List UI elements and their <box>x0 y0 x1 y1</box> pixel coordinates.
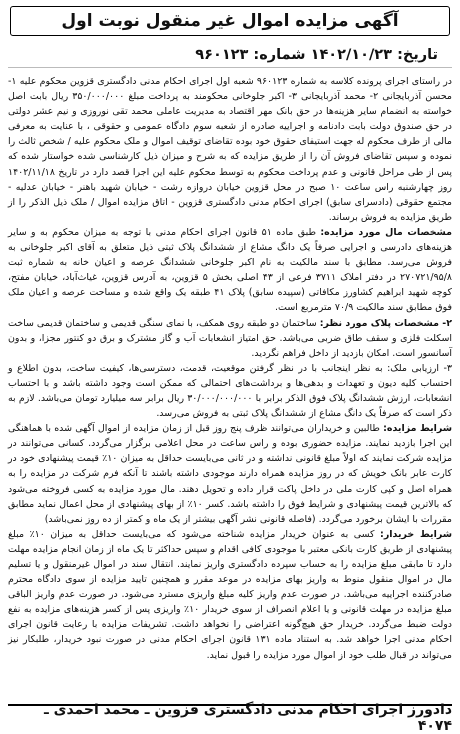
signature-footer: دادورز اجرای احکام مدنی دادگستری قزوین ـ محمد احمدی ـ ۴۰۷۴ <box>8 704 452 730</box>
notice-title: آگهی مزایده اموال غیر منقول نوبت اول <box>10 6 450 36</box>
buyer-conditions-paragraph <box>8 527 452 663</box>
plaque-spec-heading: ۲- مشخصات پلاک مورد نظر: <box>319 317 452 329</box>
auction-conditions-paragraph <box>8 421 452 527</box>
date-number-line: تاریخ: ۱۴۰۲/۱۰/۲۳ شماره: ۹۶۰۱۲۳ <box>8 43 452 68</box>
buyer-conditions-text: کسی به عنوان خریدار مزایده شناخته می‌شود که می‌بایست حداقل به میزان ۱۰٪ مبلغ پیشنهادی از طریق کارت بانکی معتبر با موجودی کافی اقدام و سپس حداکثر تا یک ماه از زمان انجام مزایده مهلت دارد تا مابقی مبلغ مزایده را به حساب سپرده دادگستری واریز نمایند. انتقال سند در اموال غیرمنقول و یا تسلیم مال در اموال منقول منوط به واریز بهای مزایده در موعد مقرر و همچنین تایید مزایده از سوی دادگاه محترم صادرکننده اجراییه می‌باشد. در صورت عدم واریز کلیه مبلغ واریزی مسترد می‌شود. در صورت عدم واریز الباقی مبلغ مزایده در مهلت قانونی و یا اعلام انصراف از سوی خریدار ۱۰٪ واریزی پس از کسر هزینه‌های مزایده به نفع دولت ضبط می‌گردد. خریدار حق هیچ‌گونه اعتراضی را نخواهد داشت. تشریفات مزایده با رعایت قانون اجرای احکام مدنی اجرا خواهد شد. به استناد ماده ۱۳۱ قانون اجرای احکام مدنی در صورت نبود خریدار، طلبکار نیز می‌تواند در قبال طلب خود از اموال مورد مزایده را قبول نماید. <box>8 528 452 661</box>
auction-conditions-text: طالبین و خریداران می‌توانند ظرف پنج روز قبل از زمان مزایده از اموال آگهی شده با هماهنگی این اجرا بازدید نمایند. مزایده حضوری بوده و راس ساعت در محل اعلامی برگزار می‌گردد. کسانی می‌توانند در مزایده شرکت نمایند که اولاً مبلغ قانونی نداشته و در ثانی می‌بایست حداقل به میزان ۱۰٪ قیمت پیشنهادی خود در کارت عابر بانک خویش که در روز مزایده همراه دارند موجودی داشته باشند تا آنکه فرم شرکت در مزایده را به همراه اصل و کپی کارت ملی در داخل پاکت قرار داده و تحویل دهند. مال مورد مزایده به کسی فروخته می‌شود که بالاترین قیمت پیشنهادی و شرایط فوق را داشته باشد. کسر ۱۰٪ از بهای پیشنهادی از محل اعمال نماید مطابق مقررات با ایشان برخورد می‌گردد. (فاصله قانونی نشر آگهی بیشتر از یک ماه و کمتر از ده روز نمی‌باشد) <box>8 423 453 525</box>
plaque-spec-paragraph <box>8 316 452 361</box>
intro-paragraph: در راستای اجرای پرونده کلاسه به شماره ۹۶۰۱۲۳ شعبه اول اجرای احکام مدنی دادگستری قزوین محکوم علیه ۱- محسن آذربایجانی ۲- محمد آذربایجانی ۳- اکبر جلوخانی محکومند به پرداخت مبلغ ۳۵۰/۰۰۰/۰۰۰ ریال بابت اصل خواسته به انضمام سایر هزینه‌ها در حق بانک مهر اقتصاد به مدیریت عاملی محمد تقی نوروزی و نیم عشر دولتی در حق صندوق دولت بابت دادنامه و اجراییه صادره از شعبه سوم دادگاه عمومی و حقوقی ، با عنایت به معرفی مالی از طرف محکوم له جهت استیفای حقوق خود بوده تقاضای توقیف اموال و ملک محکوم علیه / شخص ثالث را نموده و سپس تقاضای فروش آن را از طریق مزایده که به شرح و میزان ذیل کارشناسی شده خواستار شده که پس از طی مراحل قانونی و عدم پرداخت محکوم به توسط محکوم علیه این اجرا قصد دارد در تاریخ ۱۴۰۲/۱۱/۱۸ روز چهارشنبه راس ساعت ۱۰ صبح در محل قزوین خیابان دروازه رشت - خیابان شهید باهنر - خیابان عدلیه - مجتمع حقوقی (دادسرای سابق) اجرای احکام مدنی دادگستری قزوین - اتاق مزایده اموال / ملک ذیل الذکر را از طریق مزایده به فروش برساند. <box>8 76 452 223</box>
buyer-conditions-heading: شرایط خریدار: <box>380 528 452 540</box>
plaque-spec-text: ساختمان دو طبقه روی همکف، با نمای سنگی قدیمی و ساختمان قدیمی ساخت اسکلت فلزی و سقف طاق ضربی می‌باشد. حق امتیاز انشعابات آب و گاز مشترک و برق دو کنتور مجزا، و بدون آسانسور است. امکان بازدید از داخل فراهم نگردید. <box>8 317 452 359</box>
property-spec-paragraph <box>8 225 452 316</box>
notice-body <box>8 74 452 663</box>
property-spec-heading: مشخصات مال مورد مزایده: <box>320 226 452 238</box>
auction-conditions-heading: شرایط مزایده: <box>383 423 453 435</box>
property-spec-text: طبق ماده ۵۱ قانون اجرای احکام مدنی با توجه به میزان محکوم به و سایر هزینه‌های دادرسی و اجرایی صرفاً یک دانگ مشاع از ششدانگ پلاک ثبتی ذیل متعلق به آقای اکبر جلوخانی به فروش می‌رسد. مطابق با سند مالکیت به نام اکبر جلوخانی ششدانگ عرصه و اعیان خانه به شماره ثبت ۲۷۰۷۲۱/۹۵/۸ در دفتر املاک ۳۷۱۱ فرعی از ۴۳ اصلی بخش ۵ قزوین، به آدرس قزوین، غیاث‌آباد، خیابان مفتح، کوچه شهید ابراهیم کشاورز مکافاتی (سپیده سابق) پلاک ۴۱ طبقه یک واقع شده و مساحت عرصه و اعیان ملک فوق مطابق سند مالکیت ۷۰/۹ مترمربع است. <box>8 226 453 314</box>
valuation-paragraph: ۳- ارزیابی ملک: به نظر اینجانب با در نظر گرفتن موقعیت، قدمت، دسترسی‌ها، کیفیت ساخت، بدون اطلاع و احتساب کلیه دیون و تعهدات و بدهی‌ها و برداشت‌های احتمالی که ممکن است وجود داشته باشد و با احتساب انشعابات، ارزش ششدانگ پلاک فوق الذکر برابر با ۳۰/۰۰۰/۰۰۰/۰۰۰ ریال برابر سه میلیارد تومان می‌باشد. لازم به ذکر است که صرفاً یک دانگ مشاع از ششدانگ پلاک ثبتی به فروش می‌رسد. <box>8 362 452 420</box>
